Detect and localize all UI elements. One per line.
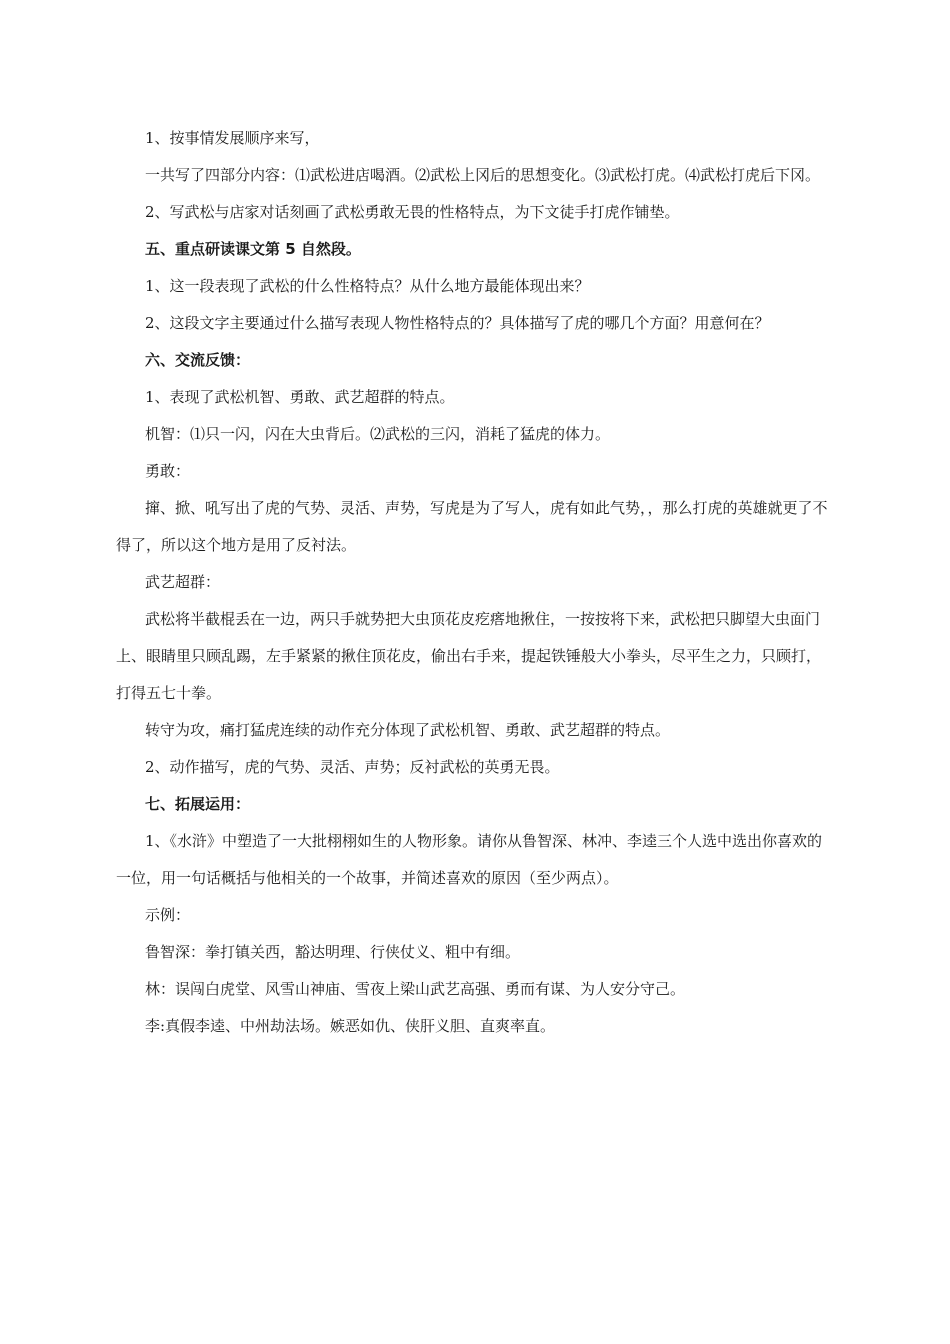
paragraph-1: 1、按事情发展顺序来写， xyxy=(145,129,320,147)
paragraph-5: 2、这段文字主要通过什么描写表现人物性格特点的？具体描写了虎的哪几个方面？用意何在？ xyxy=(145,314,770,332)
paragraph-11: 武松将半截棍丢在一边，两只手就势把大虫顶花皮疙瘩地揪住，一按按将下来，武松把只脚望大虫面门上、眼睛里只顾乱踢，左手紧紧的揪住顶花皮，偷出右手来，提起铁锤般大小拳头，尽平生之力，只顾打，打得五七十拳。 xyxy=(116,610,822,702)
section-heading-6: 六、交流反馈： xyxy=(145,351,251,369)
paragraph-13: 2、动作描写，虎的气势、灵活、声势；反衬武松的英勇无畏。 xyxy=(145,758,560,776)
paragraph-17: 林：误闯白虎堂、风雪山神庙、雪夜上梁山武艺高强、勇而有谋、为人安分守己。 xyxy=(145,980,686,998)
paragraph-14: 1、《水浒》中塑造了一大批栩栩如生的人物形象。请你从鲁智深、林冲、李逵三个人选中选出你喜欢的一位，用一句话概括与他相关的一个故事，并简述喜欢的原因（至少两点）。 xyxy=(116,832,823,887)
paragraph-8: 勇敢： xyxy=(145,462,191,480)
paragraph-18: 李:真假李逵、中州劫法场。嫉恶如仇、侠肝义胆、直爽率直。 xyxy=(145,1017,556,1035)
section-heading-5: 五、重点研读课文第 5 自然段。 xyxy=(145,240,361,258)
paragraph-12: 转守为攻，痛打猛虎连续的动作充分体现了武松机智、勇敢、武艺超群的特点。 xyxy=(145,721,671,739)
paragraph-16: 鲁智深：拳打镇关西，豁达明理、行侠仗义、粗中有细。 xyxy=(145,943,521,961)
paragraph-3: 2、写武松与店家对话刻画了武松勇敢无畏的性格特点，为下文徒手打虎作铺垫。 xyxy=(145,203,680,221)
paragraph-9: 撺、掀、吼写出了虎的气势、灵活、声势，写虎是为了写人，虎有如此气势，，那么打虎的英雄就更了不得了，所以这个地方是用了反衬法。 xyxy=(116,499,828,554)
document-body xyxy=(116,120,835,1045)
section-heading-7: 七、拓展运用： xyxy=(145,795,251,813)
paragraph-15: 示例： xyxy=(145,906,191,924)
paragraph-10: 武艺超群： xyxy=(145,573,221,591)
paragraph-4: 1、这一段表现了武松的什么性格特点？从什么地方最能体现出来？ xyxy=(145,277,590,295)
paragraph-6: 1、表现了武松机智、勇敢、武艺超群的特点。 xyxy=(145,388,455,406)
paragraph-7: 机智：⑴只一闪，闪在大虫背后。⑵武松的三闪，消耗了猛虎的体力。 xyxy=(145,425,611,443)
paragraph-2: 一共写了四部分内容：⑴武松进店喝酒。⑵武松上冈后的思想变化。⑶武松打虎。⑷武松打虎后下冈。 xyxy=(145,166,821,184)
